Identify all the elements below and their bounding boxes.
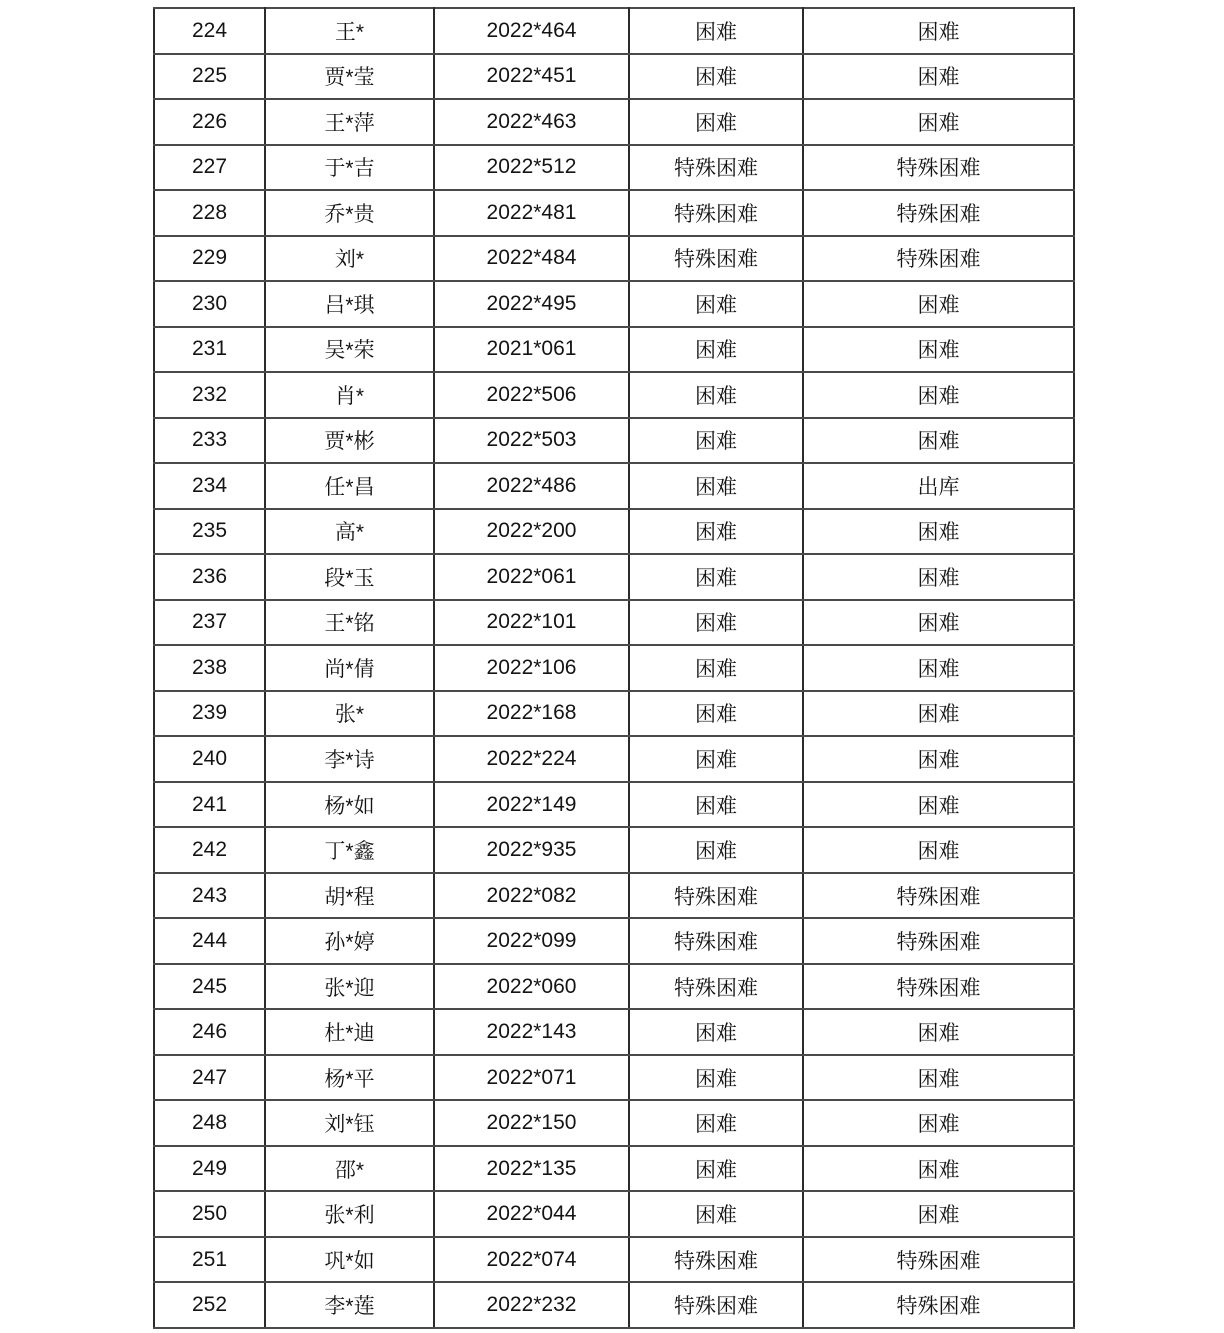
- table-row: [154, 190, 1074, 236]
- masked-name-cell: 张*利: [265, 1191, 434, 1237]
- masked-code-cell: 2022*484: [434, 236, 629, 282]
- serial-number-cell: 241: [154, 782, 265, 828]
- table-row: [154, 1237, 1074, 1283]
- masked-code-cell: 2022*512: [434, 145, 629, 191]
- table-row: [154, 1146, 1074, 1192]
- table-row: [154, 281, 1074, 327]
- serial-number-cell: 247: [154, 1055, 265, 1101]
- current-status-cell: 特殊困难: [803, 190, 1074, 236]
- masked-name-cell: 巩*如: [265, 1237, 434, 1283]
- table-row: [154, 827, 1074, 873]
- masked-name-cell: 杨*平: [265, 1055, 434, 1101]
- current-status-cell: 困难: [803, 691, 1074, 737]
- current-status-cell: 困难: [803, 1009, 1074, 1055]
- difficulty-level-cell: 困难: [629, 8, 803, 54]
- current-status-cell: 困难: [803, 8, 1074, 54]
- serial-number-cell: 240: [154, 736, 265, 782]
- masked-code-cell: 2022*074: [434, 1237, 629, 1283]
- current-status-cell: 特殊困难: [803, 873, 1074, 919]
- current-status-cell: 特殊困难: [803, 145, 1074, 191]
- serial-number-cell: 248: [154, 1100, 265, 1146]
- current-status-cell: 困难: [803, 1191, 1074, 1237]
- difficulty-level-cell: 困难: [629, 1191, 803, 1237]
- serial-number-cell: 234: [154, 463, 265, 509]
- masked-name-cell: 于*吉: [265, 145, 434, 191]
- table-row: [154, 99, 1074, 145]
- table-row: [154, 1009, 1074, 1055]
- serial-number-cell: 232: [154, 372, 265, 418]
- masked-code-cell: 2022*082: [434, 873, 629, 919]
- difficulty-level-cell: 困难: [629, 600, 803, 646]
- serial-number-cell: 237: [154, 600, 265, 646]
- serial-number-cell: 252: [154, 1282, 265, 1328]
- current-status-cell: 困难: [803, 509, 1074, 555]
- difficulty-level-cell: 困难: [629, 736, 803, 782]
- difficulty-level-cell: 困难: [629, 418, 803, 464]
- table-row: [154, 873, 1074, 919]
- serial-number-cell: 228: [154, 190, 265, 236]
- masked-name-cell: 孙*婷: [265, 918, 434, 964]
- masked-name-cell: 乔*贵: [265, 190, 434, 236]
- table-row: [154, 1282, 1074, 1328]
- current-status-cell: 困难: [803, 1100, 1074, 1146]
- masked-name-cell: 杜*迪: [265, 1009, 434, 1055]
- table-row: [154, 418, 1074, 464]
- serial-number-cell: 227: [154, 145, 265, 191]
- masked-name-cell: 杨*如: [265, 782, 434, 828]
- masked-name-cell: 胡*程: [265, 873, 434, 919]
- table-row: [154, 372, 1074, 418]
- masked-code-cell: 2022*060: [434, 964, 629, 1010]
- difficulty-level-cell: 困难: [629, 1009, 803, 1055]
- difficulty-level-cell: 困难: [629, 1100, 803, 1146]
- difficulty-level-cell: 困难: [629, 99, 803, 145]
- roster-table: [153, 7, 1075, 1329]
- table-row: [154, 236, 1074, 282]
- current-status-cell: 困难: [803, 827, 1074, 873]
- masked-code-cell: 2022*464: [434, 8, 629, 54]
- serial-number-cell: 225: [154, 54, 265, 100]
- masked-name-cell: 吴*荣: [265, 327, 434, 373]
- table-row: [154, 1191, 1074, 1237]
- current-status-cell: 困难: [803, 54, 1074, 100]
- current-status-cell: 特殊困难: [803, 1282, 1074, 1328]
- masked-name-cell: 肖*: [265, 372, 434, 418]
- current-status-cell: 困难: [803, 600, 1074, 646]
- table-row: [154, 509, 1074, 555]
- table-row: [154, 645, 1074, 691]
- masked-code-cell: 2022*481: [434, 190, 629, 236]
- table-row: [154, 327, 1074, 373]
- masked-name-cell: 张*迎: [265, 964, 434, 1010]
- table-row: [154, 736, 1074, 782]
- serial-number-cell: 251: [154, 1237, 265, 1283]
- masked-code-cell: 2022*044: [434, 1191, 629, 1237]
- difficulty-level-cell: 困难: [629, 509, 803, 555]
- difficulty-level-cell: 困难: [629, 691, 803, 737]
- serial-number-cell: 226: [154, 99, 265, 145]
- masked-code-cell: 2022*495: [434, 281, 629, 327]
- masked-code-cell: 2022*503: [434, 418, 629, 464]
- masked-name-cell: 李*诗: [265, 736, 434, 782]
- masked-name-cell: 王*: [265, 8, 434, 54]
- table-row: [154, 1100, 1074, 1146]
- serial-number-cell: 231: [154, 327, 265, 373]
- serial-number-cell: 245: [154, 964, 265, 1010]
- table-row: [154, 918, 1074, 964]
- table-row: [154, 782, 1074, 828]
- current-status-cell: 困难: [803, 372, 1074, 418]
- current-status-cell: 特殊困难: [803, 236, 1074, 282]
- roster-table-body: [154, 8, 1074, 1328]
- masked-code-cell: 2022*071: [434, 1055, 629, 1101]
- masked-name-cell: 李*莲: [265, 1282, 434, 1328]
- difficulty-level-cell: 困难: [629, 281, 803, 327]
- current-status-cell: 困难: [803, 418, 1074, 464]
- table-row: [154, 554, 1074, 600]
- masked-code-cell: 2022*506: [434, 372, 629, 418]
- difficulty-level-cell: 特殊困难: [629, 190, 803, 236]
- difficulty-level-cell: 困难: [629, 554, 803, 600]
- masked-code-cell: 2022*232: [434, 1282, 629, 1328]
- serial-number-cell: 243: [154, 873, 265, 919]
- difficulty-level-cell: 特殊困难: [629, 236, 803, 282]
- serial-number-cell: 233: [154, 418, 265, 464]
- difficulty-level-cell: 困难: [629, 645, 803, 691]
- difficulty-level-cell: 特殊困难: [629, 964, 803, 1010]
- masked-name-cell: 高*: [265, 509, 434, 555]
- current-status-cell: 特殊困难: [803, 964, 1074, 1010]
- masked-name-cell: 尚*倩: [265, 645, 434, 691]
- current-status-cell: 困难: [803, 736, 1074, 782]
- table-row: [154, 145, 1074, 191]
- current-status-cell: 困难: [803, 1055, 1074, 1101]
- table-row: [154, 600, 1074, 646]
- difficulty-level-cell: 特殊困难: [629, 1282, 803, 1328]
- difficulty-level-cell: 特殊困难: [629, 145, 803, 191]
- masked-name-cell: 张*: [265, 691, 434, 737]
- current-status-cell: 困难: [803, 99, 1074, 145]
- difficulty-level-cell: 困难: [629, 54, 803, 100]
- table-row: [154, 463, 1074, 509]
- difficulty-level-cell: 特殊困难: [629, 1237, 803, 1283]
- masked-code-cell: 2022*200: [434, 509, 629, 555]
- masked-code-cell: 2022*106: [434, 645, 629, 691]
- masked-code-cell: 2021*061: [434, 327, 629, 373]
- table-row: [154, 54, 1074, 100]
- current-status-cell: 困难: [803, 1146, 1074, 1192]
- masked-code-cell: 2022*150: [434, 1100, 629, 1146]
- masked-code-cell: 2022*149: [434, 782, 629, 828]
- serial-number-cell: 250: [154, 1191, 265, 1237]
- difficulty-level-cell: 困难: [629, 327, 803, 373]
- current-status-cell: 出库: [803, 463, 1074, 509]
- current-status-cell: 困难: [803, 782, 1074, 828]
- masked-name-cell: 邵*: [265, 1146, 434, 1192]
- current-status-cell: 困难: [803, 554, 1074, 600]
- masked-name-cell: 刘*钰: [265, 1100, 434, 1146]
- table-row: [154, 964, 1074, 1010]
- difficulty-level-cell: 困难: [629, 827, 803, 873]
- masked-code-cell: 2022*935: [434, 827, 629, 873]
- difficulty-level-cell: 困难: [629, 1146, 803, 1192]
- difficulty-level-cell: 困难: [629, 782, 803, 828]
- current-status-cell: 困难: [803, 645, 1074, 691]
- masked-code-cell: 2022*061: [434, 554, 629, 600]
- serial-number-cell: 239: [154, 691, 265, 737]
- difficulty-level-cell: 困难: [629, 463, 803, 509]
- difficulty-level-cell: 特殊困难: [629, 918, 803, 964]
- current-status-cell: 困难: [803, 327, 1074, 373]
- masked-name-cell: 刘*: [265, 236, 434, 282]
- masked-code-cell: 2022*143: [434, 1009, 629, 1055]
- masked-code-cell: 2022*101: [434, 600, 629, 646]
- masked-name-cell: 王*萍: [265, 99, 434, 145]
- serial-number-cell: 246: [154, 1009, 265, 1055]
- masked-code-cell: 2022*168: [434, 691, 629, 737]
- masked-code-cell: 2022*451: [434, 54, 629, 100]
- masked-code-cell: 2022*135: [434, 1146, 629, 1192]
- masked-name-cell: 丁*鑫: [265, 827, 434, 873]
- serial-number-cell: 236: [154, 554, 265, 600]
- serial-number-cell: 229: [154, 236, 265, 282]
- masked-name-cell: 贾*彬: [265, 418, 434, 464]
- serial-number-cell: 238: [154, 645, 265, 691]
- table-row: [154, 691, 1074, 737]
- serial-number-cell: 224: [154, 8, 265, 54]
- masked-name-cell: 贾*莹: [265, 54, 434, 100]
- masked-name-cell: 吕*琪: [265, 281, 434, 327]
- masked-code-cell: 2022*486: [434, 463, 629, 509]
- serial-number-cell: 242: [154, 827, 265, 873]
- masked-name-cell: 王*铭: [265, 600, 434, 646]
- current-status-cell: 困难: [803, 281, 1074, 327]
- difficulty-level-cell: 困难: [629, 1055, 803, 1101]
- masked-name-cell: 任*昌: [265, 463, 434, 509]
- serial-number-cell: 230: [154, 281, 265, 327]
- table-row: [154, 1055, 1074, 1101]
- current-status-cell: 特殊困难: [803, 918, 1074, 964]
- serial-number-cell: 235: [154, 509, 265, 555]
- difficulty-level-cell: 特殊困难: [629, 873, 803, 919]
- masked-code-cell: 2022*224: [434, 736, 629, 782]
- current-status-cell: 特殊困难: [803, 1237, 1074, 1283]
- masked-code-cell: 2022*463: [434, 99, 629, 145]
- difficulty-level-cell: 困难: [629, 372, 803, 418]
- serial-number-cell: 244: [154, 918, 265, 964]
- masked-code-cell: 2022*099: [434, 918, 629, 964]
- table-row: [154, 8, 1074, 54]
- masked-name-cell: 段*玉: [265, 554, 434, 600]
- serial-number-cell: 249: [154, 1146, 265, 1192]
